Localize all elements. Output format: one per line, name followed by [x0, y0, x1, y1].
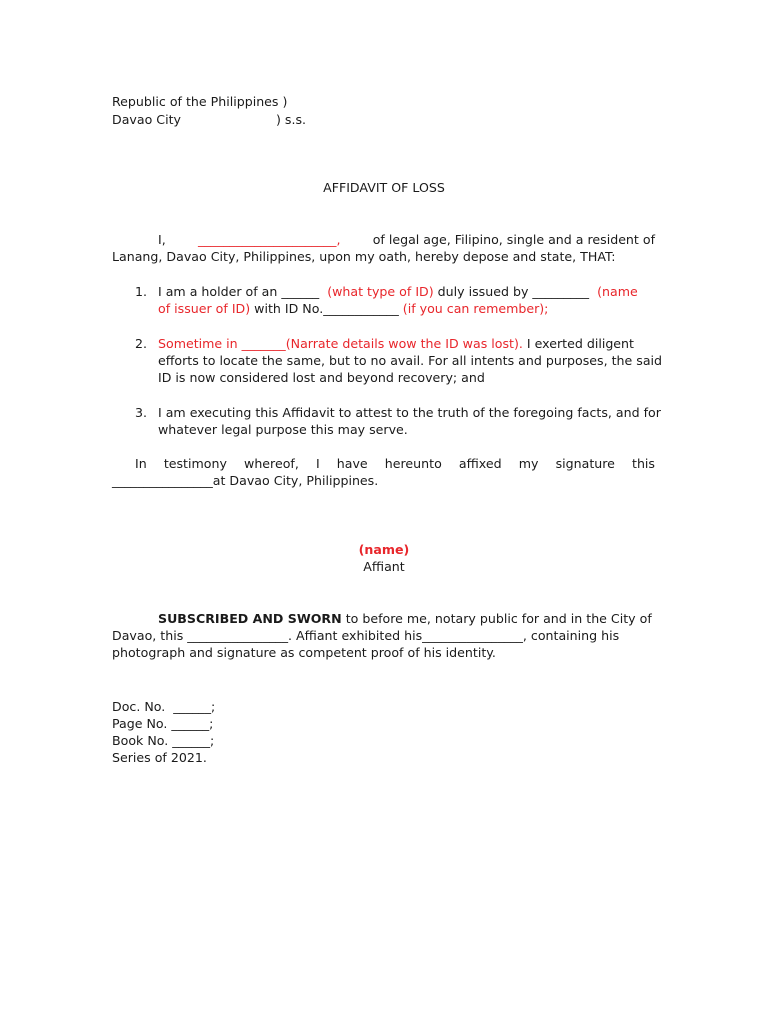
jurat-line-3: photograph and signature as competent proof of his identity. [112, 645, 496, 660]
venue-city: Davao City [112, 112, 181, 127]
id-type-hint: (what type of ID) [327, 284, 434, 299]
item-3-number: 3. [135, 405, 148, 420]
intro-line-1 [158, 231, 655, 248]
item-3-line-1: I am executing this Affidavit to attest to the truth of the foregoing facts, and for [158, 405, 661, 420]
testimony-line-1 [135, 455, 655, 472]
testimony-word: my [518, 456, 539, 471]
affiant-label: Affiant [363, 559, 405, 574]
item-1-line-2 [158, 300, 548, 317]
item-2-line-3: ID is now considered lost and beyond recovery; and [158, 370, 485, 385]
item-1-text-a: I am a holder of an ______ [158, 284, 320, 299]
series: Series of 2021. [112, 750, 207, 765]
testimony-word: this [632, 456, 655, 471]
item-1-number: 1. [135, 284, 148, 299]
venue-ss: ) s.s. [276, 112, 307, 127]
affiant-name-placeholder: (name) [358, 542, 410, 557]
page-no: Page No. ______; [112, 716, 214, 731]
document-title: AFFIDAVIT OF LOSS [323, 180, 445, 195]
testimony-word: affixed [458, 456, 502, 471]
intro-rest: of legal age, Filipino, single and a resident of [372, 232, 655, 247]
item-1-text-c: duly issued by _________ [437, 284, 590, 299]
id-no-hint: (if you can remember); [402, 301, 549, 316]
item-1-line-1 [158, 283, 638, 300]
item-2-text-b: I exerted diligent [526, 336, 634, 351]
jurat-bold: SUBSCRIBED AND SWORN [158, 611, 342, 626]
issuer-hint-a: (name [597, 284, 638, 299]
doc-no: Doc. No. ______; [112, 699, 216, 714]
item-2-number: 2. [135, 336, 148, 351]
testimony-word: testimony [163, 456, 227, 471]
affiant-name-blank: ______________________, [197, 232, 341, 247]
intro-line-2: Lanang, Davao City, Philippines, upon my oath, hereby depose and state, THAT: [112, 249, 616, 264]
testimony-word: In [135, 456, 147, 471]
jurat-rest: to before me, notary public for and in the City of [345, 611, 652, 626]
book-no: Book No. ______; [112, 733, 215, 748]
jurat-line-2: Davao, this ________________. Affiant exhibited his________________, containing his [112, 628, 620, 643]
issuer-hint-b: of issuer of ID) [158, 301, 251, 316]
testimony-line-2: ________________at Davao City, Philippines. [112, 473, 379, 488]
loss-details-hint: Sometime in _______(Narrate details wow the ID was lost). [158, 336, 523, 351]
venue-line-1: Republic of the Philippines ) [112, 94, 288, 109]
testimony-word: signature [555, 456, 615, 471]
item-1-id-no: with ID No.____________ [254, 301, 399, 316]
jurat-line-1 [158, 610, 652, 627]
testimony-word: hereunto [384, 456, 442, 471]
item-2-line-1 [158, 335, 634, 352]
item-2-line-2: efforts to locate the same, but to no avail. For all intents and purposes, the said [158, 353, 663, 368]
item-3-line-2: whatever legal purpose this may serve. [158, 422, 408, 437]
testimony-word: have [336, 456, 368, 471]
testimony-word: I [315, 456, 320, 471]
intro-i: I, [158, 232, 166, 247]
testimony-word: whereof, [244, 456, 299, 471]
